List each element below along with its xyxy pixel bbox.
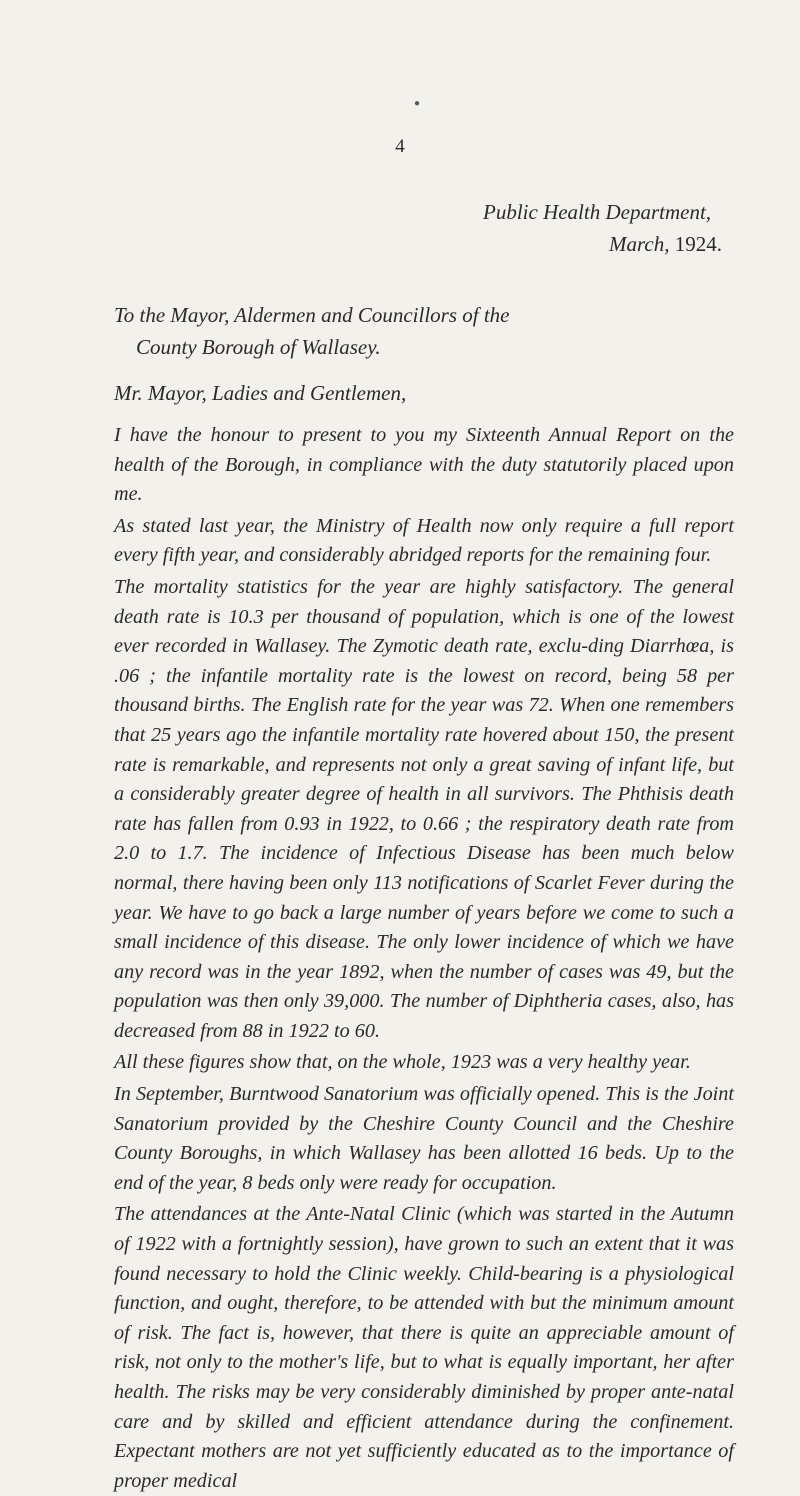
- report-body: [114, 421, 734, 1496]
- address-block: [114, 299, 734, 363]
- paragraph-1: I have the honour to present to you my Sixteenth Annual Report on the health of the Borough, in compliance with the duty statutorily placed upon me.: [114, 424, 734, 506]
- report-date-year: 1924.: [674, 232, 722, 256]
- paragraph-6: The attendances at the Ante-Natal Clinic (which was started in the Autumn of 1922 with a fortnightly session), have grown to such an extent that it was found necessary to hold the Clinic weekly. Child-bearing is a physiological function, and ought, therefore, to be attended with but the minimum amount of risk. The fact is, however, that there is quite an appreciable amount of risk, not only to the mother's life, but to what is equally important, her after health. The risks may be very considerably diminished by proper ante-natal care and by skilled and efficient attendance during the confinement. Expectant mothers are not yet sufficiently educated as to the importance of proper medical: [114, 1203, 734, 1492]
- page-number: 4: [395, 136, 405, 157]
- address-line-2: County Borough of Wallasey.: [136, 335, 381, 359]
- paragraph-3: The mortality statistics for the year are highly satisfactory. The general death rate is 10.3 per thousand of population, which is one of the lowest ever recorded in Wallasey. The Zymotic death rate, exclu-ding Diarrhœa, is .06 ; the infantile mortality rate is the lowest on record, being 58 per thousand births. The English rate for the year was 72. When one remembers that 25 years ago the infantile mortality rate hovered about 150, the present rate is remarkable, and represents not only a great saving of infant life, but a considerably greater degree of health in all survivors. The Phthisis death rate has fallen from 0.93 in 1922, to 0.66 ; the respiratory death rate from 2.0 to 1.7. The incidence of Infectious Disease has been much below normal, there having been only 113 notifications of Scarlet Fever during the year. We have to go back a large number of years before we come to such a small incidence of this disease. The only lower incidence of which we have any record was in the year 1892, when the number of cases was 49, but the population was then only 39,000. The number of Diphtheria cases, also, has decreased from 88 in 1922 to 60.: [114, 575, 734, 1042]
- report-date: [609, 232, 722, 257]
- department-heading: Public Health Department,: [483, 200, 712, 224]
- paragraph-5: In September, Burntwood Sanatorium was officially opened. This is the Joint Sanatorium provided by the Cheshire County Council and the Cheshire County Boroughs, in which Wallasey has been allotted 16 beds. Up to the end of the year, 8 beds only were ready for occupation.: [114, 1083, 734, 1194]
- salutation: Mr. Mayor, Ladies and Gentlemen,: [114, 381, 407, 405]
- paragraph-4: All these figures show that, on the whole, 1923 was a very healthy year.: [114, 1051, 691, 1074]
- report-date-month: March,: [609, 232, 670, 256]
- address-line-1: To the Mayor, Aldermen and Councillors of the: [114, 303, 510, 327]
- stray-mark: ●: [414, 98, 421, 109]
- paragraph-2: As stated last year, the Ministry of Health now only require a full report every fifth year, and considerably abridged reports for the remaining four.: [114, 514, 734, 567]
